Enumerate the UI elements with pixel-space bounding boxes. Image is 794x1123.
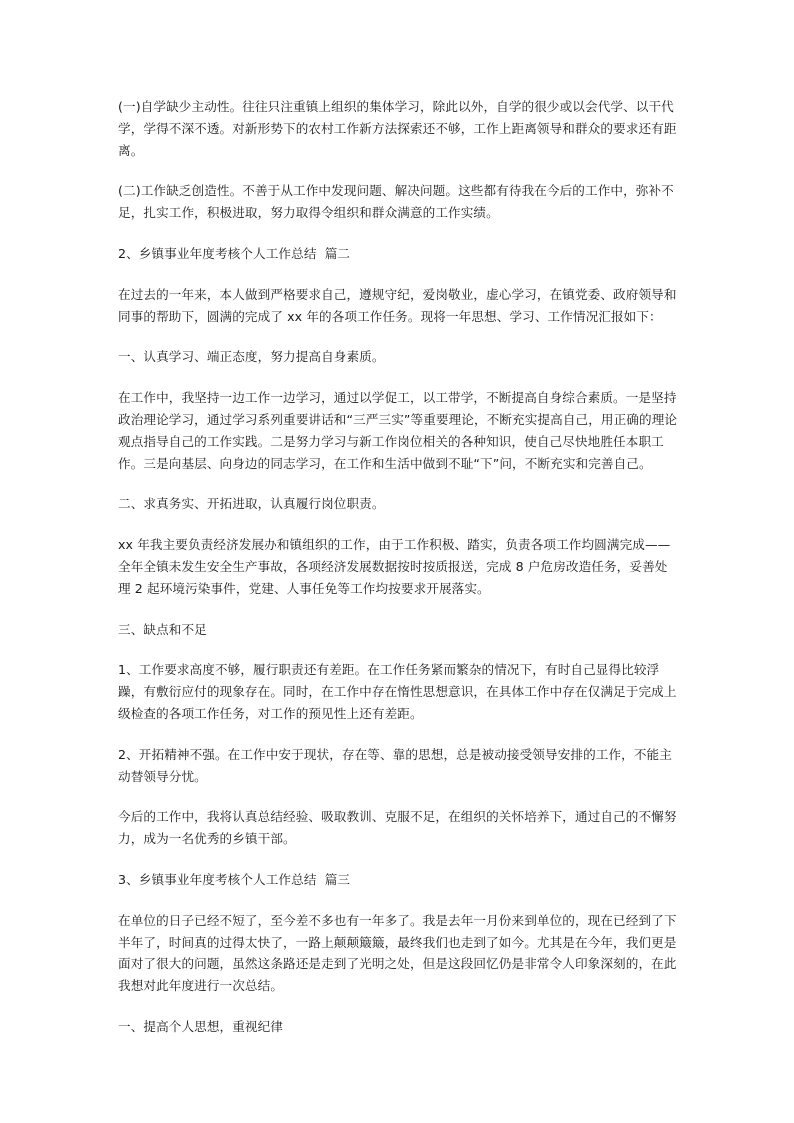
paragraph-future-plan: 今后的工作中，我将认真总结经验、吸取教训、克服不足，在组织的关怀培养下，通过自己的不懈努力，成为一名优秀的乡镇干部。 <box>118 809 677 847</box>
paragraph-intro-part-two: 在过去的一年来，本人做到严格要求自己，遵规守纪，爱岗敬业，虚心学习，在镇党委、政府领导和同事的帮助下，圆满的完成了 xx 年的各项工作任务。现将一年思想、学习、工作情况汇报如下： <box>118 286 677 324</box>
subheading-duties: 二、求真务实、开拓进取，认真履行岗位职责。 <box>118 496 385 512</box>
document-page <box>118 96 678 1057</box>
paragraph-intro-part-three: 在单位的日子已经不短了，至今差不多也有一年多了。我是去年一月份来到单位的，现在已经到了下半年了，时间真的过得太快了，一路上颠颠簸簸，最终我们也走到了如今。尤其是在今年，我们更是面对了很大的问题，虽然这条路还是走到了光明之处，但是这段回忆仍是非常令人印象深刻的，在此我想对此年度进行一次总结。 <box>118 912 677 994</box>
subheading-shortcomings: 三、缺点和不足 <box>118 621 207 637</box>
section-heading-part-three: 3、乡镇事业年度考核个人工作总结 篇三 <box>118 871 351 887</box>
paragraph-self-study: (一)自学缺少主动性。往往只注重镇上组织的集体学习，除此以外，自学的很少或以会代学、以干代学，学得不深不透。对新形势下的农村工作新方法探索还不够，工作上距离领导和群众的要求还有距离。 <box>118 99 677 158</box>
paragraph-duties-details: xx 年我主要负责经济发展办和镇组织的工作，由于工作积极、踏实，负责各项工作均圆满完成——全年全镇未发生安全生产事故，各项经济发展数据按时按质报送，完成 8 户危房改造任务，妥善处理 2 起环境污染事件，党建、人事任免等工作均按要求开展落实。 <box>118 537 671 596</box>
paragraph-study-details: 在工作中，我坚持一边工作一边学习，通过以学促工，以工带学，不断提高自身综合素质。一是坚持政治理论学习，通过学习系列重要讲话和“三严三实”等重要理论，不断充实提高自己，用正确的理论观点指导自己的工作实践。二是努力学习与新工作岗位相关的各种知识，使自己尽快地胜任本职工作。三是向基层、向身边的同志学习，在工作和生活中做到不耻“下”问，不断充实和完善自己。 <box>118 390 678 471</box>
subheading-study: 一、认真学习、端正态度，努力提高自身素质。 <box>118 349 385 365</box>
paragraph-shortcoming-two: 2、开拓精神不强。在工作中安于现状，存在等、靠的思想，总是被动接受领导安排的工作，不能主动替领导分忧。 <box>118 746 672 784</box>
paragraph-shortcoming-one: 1、工作要求高度不够，履行职责还有差距。在工作任务紧而繁杂的情况下，有时自己显得比较浮躁，有敷衍应付的现象存在。同时，在工作中存在惰性思想意识，在具体工作中存在仅满足于完成上级检查的各项工作任务，对工作的预见性上还有差距。 <box>118 662 677 721</box>
subheading-discipline: 一、提高个人思想，重视纪律 <box>118 1018 284 1034</box>
paragraph-creativity: (二)工作缺乏创造性。不善于从工作中发现问题、解决问题。这些都有待我在今后的工作中，弥补不足，扎实工作，积极进取，努力取得令组织和群众满意的工作实绩。 <box>118 183 674 221</box>
section-heading-part-two: 2、乡镇事业年度考核个人工作总结 篇二 <box>118 245 351 261</box>
